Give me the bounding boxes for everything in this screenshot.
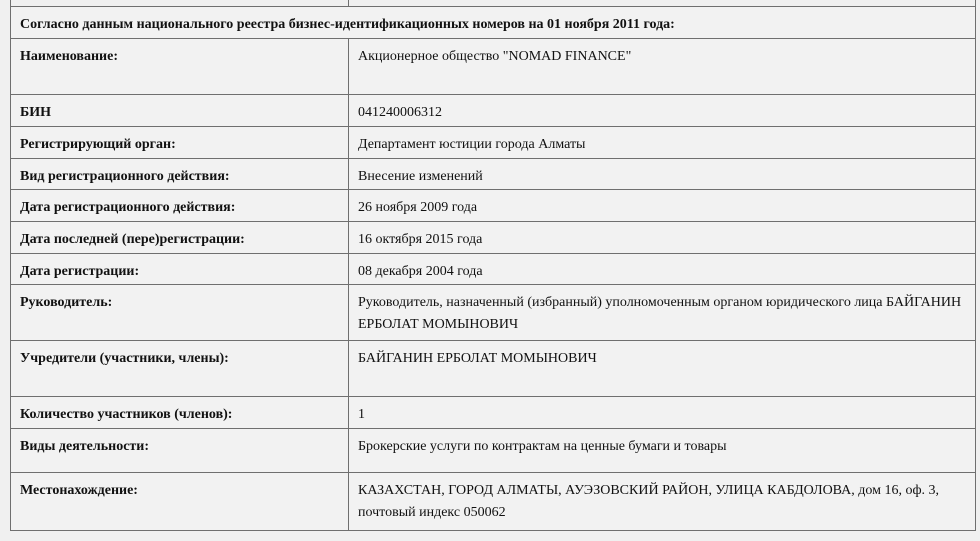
row-label: Наименование: — [11, 39, 349, 95]
row-value: Акционерное общество "NOMAD FINANCE" — [349, 39, 976, 95]
row-value: 08 декабря 2004 года — [349, 254, 976, 285]
row-label: Дата регистрации: — [11, 254, 349, 285]
row-value: БАЙГАНИН ЕРБОЛАТ МОМЫНОВИЧ — [349, 341, 976, 397]
table-row — [11, 127, 976, 159]
table-row — [11, 159, 976, 190]
row-value: Внесение изменений — [349, 159, 976, 190]
table-row — [11, 95, 976, 127]
table-row — [11, 285, 976, 341]
row-value: 16 октября 2015 года — [349, 222, 976, 254]
row-label: Руководитель: — [11, 285, 349, 341]
table-row — [11, 190, 976, 222]
table-row — [11, 473, 976, 531]
row-label: Виды деятельности: — [11, 429, 349, 473]
table-row — [11, 341, 976, 397]
registry-table — [10, 6, 976, 531]
table-row — [11, 429, 976, 473]
row-value: 041240006312 — [349, 95, 976, 127]
row-label: Дата последней (пере)регистрации: — [11, 222, 349, 254]
row-label: Количество участников (членов): — [11, 397, 349, 429]
row-value: Департамент юстиции города Алматы — [349, 127, 976, 159]
row-label: Вид регистрационного действия: — [11, 159, 349, 190]
table-row — [11, 254, 976, 285]
row-label: Дата регистрационного действия: — [11, 190, 349, 222]
row-label: Местонахождение: — [11, 473, 349, 531]
row-label: Регистрирующий орган: — [11, 127, 349, 159]
row-value: Руководитель, назначенный (избранный) уполномоченным органом юридического лица БАЙГАНИН ЕРБОЛАТ МОМЫНОВИЧ — [349, 285, 976, 341]
row-value: 26 ноября 2009 года — [349, 190, 976, 222]
row-value: 1 — [349, 397, 976, 429]
row-label: Учредители (участники, члены): — [11, 341, 349, 397]
row-value: Брокерские услуги по контрактам на ценные бумаги и товары — [349, 429, 976, 473]
registry-header: Согласно данным национального реестра бизнес-идентификационных номеров на 01 ноября 2011 года: — [11, 7, 976, 39]
table-row — [11, 39, 976, 95]
row-value: КАЗАХСТАН, ГОРОД АЛМАТЫ, АУЭЗОВСКИЙ РАЙОН, УЛИЦА КАБДОЛОВА, дом 16, оф. 3, почтовый индекс 050062 — [349, 473, 976, 531]
table-row — [11, 222, 976, 254]
row-label: БИН — [11, 95, 349, 127]
table-row — [11, 397, 976, 429]
table-header-row — [11, 7, 976, 39]
